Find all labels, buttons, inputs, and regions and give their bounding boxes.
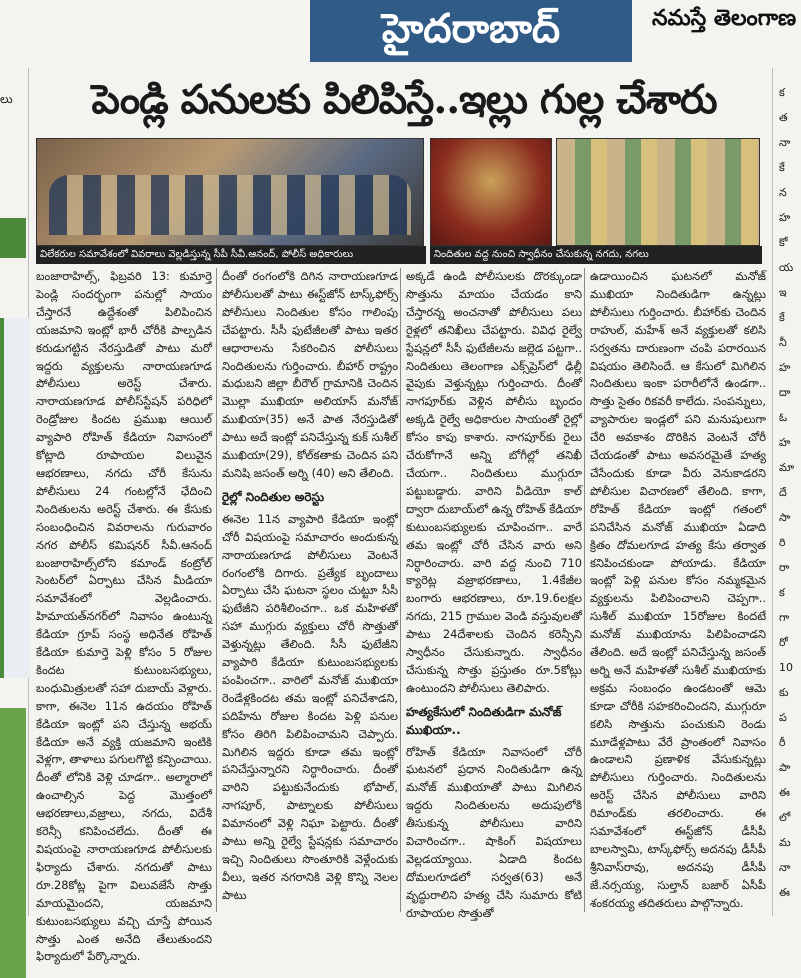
right-strip-fragment: దే [779, 486, 787, 499]
seized-jewellery-photo [430, 138, 552, 246]
adjacent-article-left [0, 68, 29, 916]
right-strip-fragment: పా [779, 761, 791, 774]
right-strip-fragment: ఈ [779, 886, 790, 899]
right-strip-fragment: కే [779, 161, 785, 174]
right-strip-fragment: కు [779, 686, 789, 699]
newspaper-name: నమస్తే తెలంగాణ [652, 6, 797, 31]
column-divider [400, 268, 401, 912]
right-strip-fragment: ఈ [779, 786, 790, 799]
right-strip-fragment: న [779, 186, 787, 199]
press-meet-photo [36, 138, 424, 246]
right-strip-fragment: క [779, 86, 785, 99]
right-strip-fragment: మా [779, 461, 795, 474]
right-strip-fragment: ఇ [779, 286, 787, 299]
right-strip-fragment: మ [779, 836, 791, 849]
right-strip-fragment: ప [779, 711, 787, 724]
right-strip-fragment: య [779, 261, 794, 274]
people-silhouettes [49, 175, 411, 235]
column-3-text-a: అక్కడే ఉండి పోలీసులకు దొరక్కుండా సొత్తును మాయం చేయడం కాని చేస్తారన్న అంచనాతో పోలీసులు పలు రైళ్లలో తనిఖీలు చేపట్టారు. వివిధ రైల్వే స్టేషన్లలో సీసీ ఫుటేజీలను జల్లెడ పట్టగా.. నిందితులు తెలంగాణ ఎక్స్‌ప్రెస్‌లో ఢిల్లీ వైపుకు వెళ్తున్నట్లు గుర్తించారు. దీంతో నాగపూర్‌కు వెళ్లిన పోలీసు బృందం అక్కడి రైల్వే అధికారుల సాయంతో రైల్లో కోసం కాపు కాశారు. నాగపూర్‌కు రైలు చేరుకోగానే అన్ని బోగీల్లో తనిఖీ చేయగా.. నిందితులు ముగ్గురూ పట్టుబడ్డారు. వారిని వీడియో కాల్‌ ద్వారా దుబాయ్‌లో ఉన్న రోహిత్‌ కేడియా కుటుంబసభ్యులకు చూపించగా.. వారే తమ ఇంట్లో చోరీ చేసిన వారు అని నిర్ధారించారు. వారి వద్ద నుంచి 710 క్యారెట్ల వజ్రాభరణాలు, 1.4కేజీల బంగారు ఆభరణాలు, రూ.19.6లక్షల నగదు, 215 గ్రాముల వెండి వస్తువులతో పాటు 24దేశాలకు చెందిన కరెన్సీని స్వాధీనం చేసుకున్నారు. స్వాధీనం చేసుకున్న సొత్తు ప్రస్తుతం రూ.5కోట్లు ఉంటుందని పోలీసులు తెలిపారు. [406, 269, 582, 695]
top-bar-left [0, 0, 310, 62]
section-masthead: హైదరాబాద్ [310, 0, 632, 62]
left-strip-block [0, 218, 26, 258]
right-strip-fragment: కే [779, 311, 785, 324]
subheading-murder-case: హత్యకేసులో నిందితుడిగా మనోజ్‌ ముఖియా.. [406, 704, 562, 737]
left-strip-panel [0, 318, 30, 678]
right-strip-fragment: లో [779, 811, 791, 824]
right-strip-fragment: త [779, 111, 788, 124]
right-strip-fragment: గా [779, 611, 790, 624]
right-strip-fragment: రి [779, 536, 786, 549]
right-strip-fragment: హ [779, 211, 791, 224]
seized-cash-photo [556, 138, 760, 246]
right-strip-fragment: 10 [779, 661, 793, 674]
right-strip-fragment: ఓ [779, 411, 788, 424]
article-column-3 [406, 268, 582, 920]
left-strip-fragment: లు [0, 92, 13, 106]
right-strip-fragment: హ [779, 361, 791, 374]
right-strip-fragment: నా [779, 136, 791, 149]
right-strip-fragment: సా [779, 511, 791, 524]
column-divider [216, 268, 217, 912]
right-strip-fragment: హ [779, 436, 791, 449]
column-1-text: బంజారాహిల్స్‌, ఫిబ్రవరి 13: కుమార్తె పెండ్లి సందర్భంగా పనుల్లో సాయం చేస్తారనే ఉద్దేశంతో పిలిపించిన యజమాని ఇంట్లో భారీ చోరీకి పాల్పడిన కరుడుగట్టిన నేరస్తుడితో పాటు మరో ఇద్దరు వ్యక్తులను నారాయణగూడ పోలీసులు అరెస్ట్‌ చేశారు. నారాయణగూడ పోలీస్‌స్టేషన్‌ పరిధిలో రెండ్రోజుల కిందట ప్రముఖ ఆయిల్‌ వ్యాపారి రోహిత్‌ కేడియా నివాసంలో కోట్లాది రూపాయల విలువైన ఆభరణాలు, నగదు చోరీ కేసును పోలీసులు 24 గంటల్లోనే ఛేదించి నిందితులను అరెస్ట్‌ చేశారు. ఈ కేసుకు సంబంధించిన వివరాలను గురువారం నగర పోలీస్‌ కమిషనర్‌ సీవీ.ఆనంద్‌ బంజారాహిల్స్‌లోని కమాండ్‌ కంట్రోల్‌ సెంటర్‌లో ఏర్పాటు చేసిన మీడియా సమావేశంలో వెల్లడించారు. హిమాయత్‌నగర్‌లో నివాసం ఉంటున్న కేడియా గ్రూప్‌ సంస్థ అధినేత రోహిత్‌ కేడియా కుమార్తె పెళ్లి కోసం 5 రోజుల కిందట కుటుంబసభ్యులు, బంధుమిత్రులతో సహా దుబాయ్‌ వెళ్లారు. కాగా, ఈనెల 11న ఉదయం రోహిత్‌ కేడియా ఇంట్లో పని చేస్తున్న అభయ్‌ కేడియా అనే వ్యక్తి యజమాని ఇంటికి వెళ్లగా, తాళాలు పగులగొట్టి కన్పించాయి. దీంతో లోనికి వెళ్లి చూడగా.. అల్మారాలో ఉంచాల్సిన పెద్ద మొత్తంలో ఆభరణాలు,వజ్రాలు, నగదు, విదేశీ కరెన్సీ కనిపించలేదు. దీంతో ఈ విషయంపై నారాయణగూడ పోలీసులకు ఫిర్యాదు చేశారు. నగదుతో పాటు రూ.28కోట్ల పైగా విలువజేసే సొత్తు మాయమైందని, యజమాని కుటుంబసభ్యులు వచ్చి చూస్తే పోయిన సొత్తు ఎంత అనేది తేలుతుందని ఫిర్యాదులో పేర్కొన్నారు. [36, 269, 212, 964]
right-strip-fragment: రా [779, 561, 790, 574]
photo-caption-right: నిందితుల వద్ద నుంచి స్వాధీనం చేసుకున్న నగదు, నగలు [430, 246, 762, 264]
subheading-train-arrest: రైల్లో నిందితుల అరెస్టు [222, 489, 325, 504]
right-strip-fragment: దా [779, 386, 791, 399]
photo-caption-left: విలేకరుల సమావేశంలో వివరాలు వెల్లడిస్తున్న సీపీ సీవీ.ఆనంద్‌, పోలీస్‌ అధికారులు [36, 246, 426, 264]
article-column-1 [36, 268, 212, 964]
column-2-text-b: ఈనెల 11న వ్యాపారి కేడియా ఇంట్లో చోరీ విషయంపై సమాచారం అందుకున్న నారాయణగూడ పోలీసులు వెంటనే రంగంలోకి దిగారు. ప్రత్యేక బృందాలు ఏర్పాటు చేసి ఘటనా స్థలం చుట్టూ సీసీ ఫుటేజీని పరిశీలించగా.. ఒక మహిళతో సహా ముగ్గురు వ్యక్తులు చోరీ సొత్తుతో వెళ్తున్నట్లు తేలింది. సీసీ ఫుటేజీని వ్యాపారి కేడియా కుటుంబసభ్యులకు పంపించగా.. వారిలో మనోజ్‌ ముఖియా రెండేళ్లకిందట తమ ఇంట్లో పనిచేశాడని, పదిహేను రోజుల కిందట పెళ్లి పనుల కోసం తిరిగి పిలిపించామని చెప్పారు. మిగిలిన ఇద్దరు కూడా తమ ఇంట్లో పనిచేస్తున్నారని నిర్ధారించారు. దీంతో వారిని పట్టుకునేందుకు భోపాల్‌, నాగపూర్‌, పాట్నాలకు పోలీసులు విమానంలో వెళ్లి నిఘా పెట్టారు. దీంతో పాటు అన్ని రైల్వే స్టేషన్లకు సమాచారం ఇచ్చి నిందితులు సొంతూరికి వెళ్లేందుకు వీలు, ఇతర నగరానికి వెళ్లి కొన్ని నెలల పాటు [222, 511, 398, 902]
left-strip-ad [0, 708, 26, 978]
right-strip-fragment: నీ [779, 336, 787, 349]
column-3-text-b: రోహిత్‌ కేడియా నివాసంలో చోరీ ఘటనలో ప్రధాన నిందితుడిగా ఉన్న మనోజ్‌ ముఖియాతో పాటు మిగిలిన ఇద్దరు నిందితులను అదుపులోకి తీసుకున్న పోలీసులు వారిని విచారించగా.. షాకింగ్‌ విషయాలు వెల్లడయ్యాయి. ఏడాది కిందట దోమలగూడలో సర్వత(63) అనే వృద్ధురాలిని హత్య చేసి సుమారు కోటి రూపాయల సొత్తుతో [406, 744, 582, 920]
column-4-text: ఉడాయించిన ఘటనలో మనోజ్‌ ముఖియా నిందితుడిగా ఉన్నట్లు పోలీసులు గుర్తించారు. బీహార్‌కు చెందిన రాహుల్‌, మహేశ్‌ అనే వ్యక్తులతో కలిసి సర్వతను దారుణంగా చంపి పరారయిన విషయం తెలిసిందే. ఆ కేసులో మిగిలిన నిందితులు ఇంకా పరారీలోనే ఉండగా.. సొత్తు సైతం రికవరీ కాలేదు. సంపన్నులు, వ్యాపారుల ఇండ్లలో పని మనుషులుగా చేరి అవకాశం దొరికిన వెంటనే చోరీ చేయడంతో పాటు అవసరమైతే హత్య చేసేందుకు కూడా వీరు వెనుకాడరని పోలీసుల విచారణలో తేలింది. కాగా, రోహిత్‌ కేడియా ఇంట్లో గతంలో పనిచేసిన మనోజ్‌ ముఖియా ఏడాది క్రితం దోమలగూడ హత్య కేసు తర్వాత కనిపించకుండా పోయాడు. కేడియా ఇంట్లో పెళ్లి పనుల కోసం నమ్మకమైన వ్యక్తులను పిలిపించాలని చెప్పగా.. సుశీల్‌ ముఖియా 15రోజుల కిందటే మనోజ్‌ ముఖియాను పిలిపించాడని తేలింది. అదే ఇంట్లో పనిచేస్తున్న జసంత్‌ అర్ని అనే మహిళతో సుశీల్‌ ముఖియాకు అక్రమ సంబంధం ఉండటంతో ఆమె కూడా చోరీకి సహకరించిందని, ముగ్గురూ కలిసి సొత్తును పంచుకుని రెండు మూడేళ్లపాటు వేరే ప్రాంతంలో నివాసం ఉండాలని ప్రణాళిక వేసుకున్నట్లు పోలీసులు గుర్తించారు. నిందితులను అరెస్ట్‌ చేసిన పోలీసులు వారిని రిమాండ్‌కు తరలించారు. ఈ సమావేశంలో ఈస్ట్‌జోన్‌ డీసీపీ బాలస్వామి, టాస్క్‌ఫోర్స్‌ అదనపు డీసీపీ శ్రీనివాస్‌రావు, అదనపు డీసీపీ జే.నర్సయ్య, సుల్తాన్‌ బజార్‌ ఏసీపీ శంకరయ్య తదితరులు పాల్గొన్నారు. [590, 269, 766, 910]
column-2-text-a: దీంతో రంగంలోకి దిగిన నారాయణగూడ పోలీసులతో పాటు ఈస్ట్‌జోన్‌ టాస్క్‌ఫోర్స్‌ పోలీసులు నిందితుల కోసం గాలింపు చేపట్టారు. సీసీ ఫుటేజీలతో పాటు ఇతర ఆధారాలను సేకరించిన పోలీసులు నిందితులను గుర్తించారు. బీహార్‌ రాష్ట్రం మధుబని జిల్లా బీరౌల్‌ గ్రామానికి చెందిన మొల్లా ముఖియా అలియాస్‌ మనోజ్‌ ముఖియా(35) అనే పాత నేరస్తుడితో పాటు అదే ఇంట్లో పనిచేస్తున్న కుక్‌ సుశీల్‌ ముఖియా(29), కోల్‌కతాకు చెందిన పని మనిషి జసంత్‌ అర్ని (40) అని తేలింది. [222, 269, 398, 480]
right-strip-fragment: కో [779, 236, 788, 249]
right-strip-fragment: నా [779, 861, 791, 874]
right-strip-fragment: రో [779, 636, 788, 649]
article-column-2 [222, 268, 398, 912]
column-divider [584, 268, 585, 912]
adjacent-article-right [772, 68, 801, 916]
right-strip-fragment: క [779, 586, 785, 599]
article-column-4 [590, 268, 766, 912]
right-strip-fragment: రీ [779, 736, 786, 749]
article-headline: పెండ్లి పనులకు పిలిపిస్తే..ఇల్లు గుల్ల చేశారు [91, 76, 717, 123]
